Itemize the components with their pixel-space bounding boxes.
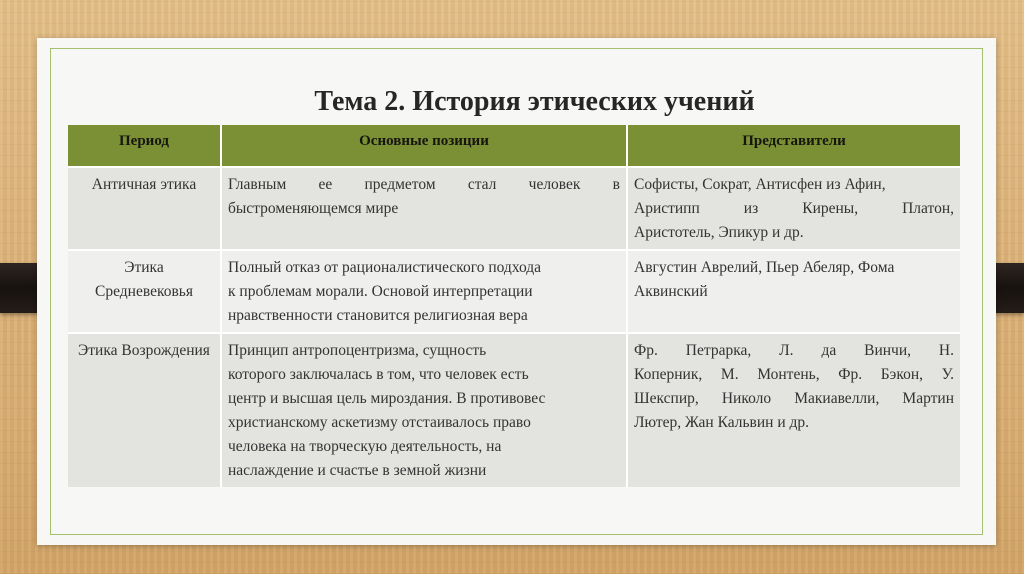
cell-line: Аквинский bbox=[634, 283, 708, 300]
cell-line: Средневековья bbox=[95, 283, 193, 300]
cell-line: человека на творческую деятельность, на bbox=[228, 438, 502, 455]
table-header-row bbox=[68, 125, 960, 167]
cell-line: Возрождения bbox=[121, 342, 210, 359]
table-row-middle-ages bbox=[68, 250, 960, 333]
slide-title: Тема 2. История этических учений bbox=[314, 86, 755, 117]
header-period: Период bbox=[68, 125, 221, 167]
cell-line: Лютер, Жан Кальвин и др. bbox=[634, 414, 810, 431]
header-positions: Основные позиции bbox=[221, 125, 627, 167]
slide-card bbox=[37, 38, 996, 545]
header-representatives: Представители bbox=[627, 125, 960, 167]
cell-line: Августин Аврелий, Пьер Абеляр, Фома bbox=[634, 259, 895, 276]
cell-positions bbox=[221, 333, 627, 487]
cell-representatives bbox=[627, 333, 960, 487]
cell-line: быстроменяющемся мире bbox=[228, 200, 399, 217]
cell-line: Принцип антропоцентризма, сущность bbox=[228, 342, 487, 359]
cell-line: Аристотель, Эпикур и др. bbox=[634, 224, 804, 241]
cell-line: Этика bbox=[78, 342, 118, 359]
cell-line: Аристипп из Кирены, Платон, bbox=[634, 200, 954, 217]
cell-period bbox=[68, 250, 221, 333]
cell-positions bbox=[221, 250, 627, 333]
cell-line: Этика bbox=[124, 259, 164, 276]
cell-line: Софисты, Сократ, Антисфен из Афин, bbox=[634, 176, 886, 193]
cell-representatives bbox=[627, 250, 960, 333]
cell-representatives bbox=[627, 167, 960, 250]
cell-line: к проблемам морали. Основой интерпретации bbox=[228, 283, 533, 300]
ethics-history-table bbox=[68, 125, 960, 487]
cell-line: Главным ее предметом стал человек в bbox=[228, 176, 620, 193]
cell-line: Античная этика bbox=[91, 176, 197, 193]
cell-positions bbox=[221, 167, 627, 250]
cell-line: которого заключалась в том, что человек есть bbox=[228, 366, 529, 383]
cell-period bbox=[68, 333, 221, 487]
cell-period bbox=[68, 167, 221, 250]
cell-line: наслаждение и счастье в земной жизни bbox=[228, 462, 487, 479]
table-row-renaissance bbox=[68, 333, 960, 487]
cell-line: Коперник, М. Монтень, Фр. Бэкон, У. bbox=[634, 366, 954, 383]
cell-line: христианскому аскетизму отстаивалось право bbox=[228, 414, 531, 431]
cell-line: нравственности становится религиозная вера bbox=[228, 307, 528, 324]
cell-line: центр и высшая цель мироздания. В противовес bbox=[228, 390, 546, 407]
cell-line: Полный отказ от рационалистического подхода bbox=[228, 259, 542, 276]
cell-line: Фр. Петрарка, Л. да Винчи, Н. bbox=[634, 342, 954, 359]
table-row-antiquity bbox=[68, 167, 960, 250]
cell-line: Шекспир, Николо Макиавелли, Мартин bbox=[634, 390, 954, 407]
